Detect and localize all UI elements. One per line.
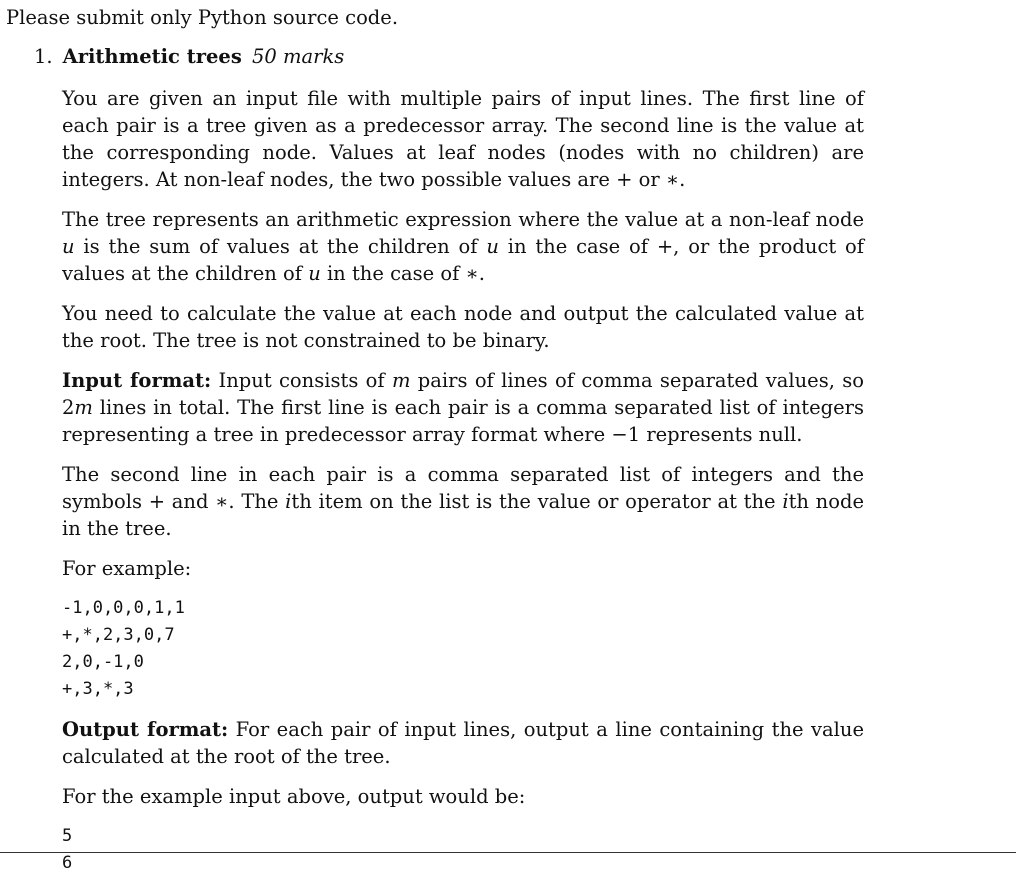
example-output-block [62,823,864,877]
question-number: 1. [34,45,53,68]
submission-instruction: Please submit only Python source code. [6,6,399,29]
output-format-label: Output format: [62,718,229,741]
question-marks: 50 marks [252,45,345,68]
code-line: +,*,2,3,0,7 [62,625,175,645]
code-line: 2,0,-1,0 [62,652,144,672]
paragraph-task: You need to calculate the value at each node and output the calculated value at the root. The tree is not constrained to be binary. [62,302,864,352]
code-line: 5 [62,826,73,846]
variable-u: u [62,235,75,258]
question-heading [34,45,344,69]
question-title: Arithmetic trees [62,45,242,68]
input-format-label: Input format: [62,369,212,392]
paragraph-tree-expression: The tree represents an arithmetic expression where the value at a non-leaf node u is the sum of values at the children of u in the case of +, or the product of values at the children of u in the case of ∗. [62,208,865,285]
variable-u: u [486,235,499,258]
example-input-block [62,595,864,703]
example-intro: For example: [62,557,192,580]
page-bottom-rule [0,852,1016,853]
variable-i: i [782,490,789,513]
variable-m: m [391,369,411,392]
paragraph-output-format: Output format: For each pair of input lines, output a line containing the value calculated at the root of the tree. [62,718,864,768]
code-line: +,3,*,3 [62,679,134,699]
question-body [62,85,864,890]
code-line: 6 [62,853,73,873]
code-line: -1,0,0,0,1,1 [62,598,185,618]
variable-i: i [285,490,292,513]
variable-u: u [308,262,321,285]
output-intro: For the example input above, output would be: [62,785,526,808]
paragraph-second-line: The second line in each pair is a comma separated list of integers and the symbols + and ∗. The ith item on the list is the value or operator at the ith node in the tree. [62,463,864,540]
paragraph-input-format: Input format: Input consists of m pairs of lines of comma separated values, so 2m lines in total. The first line is each pair is a comma separated list of integers representing a tree in predecessor array format where −1 represents null. [62,369,864,446]
paragraph-intro: You are given an input file with multiple pairs of input lines. The first line of each pair is a tree given as a predecessor array. The second line is the value at the corresponding node. Values at leaf nodes (nodes with no children) are integers. At non-leaf nodes, the two possible values are + or ∗. [62,87,864,191]
variable-m: m [74,396,93,419]
